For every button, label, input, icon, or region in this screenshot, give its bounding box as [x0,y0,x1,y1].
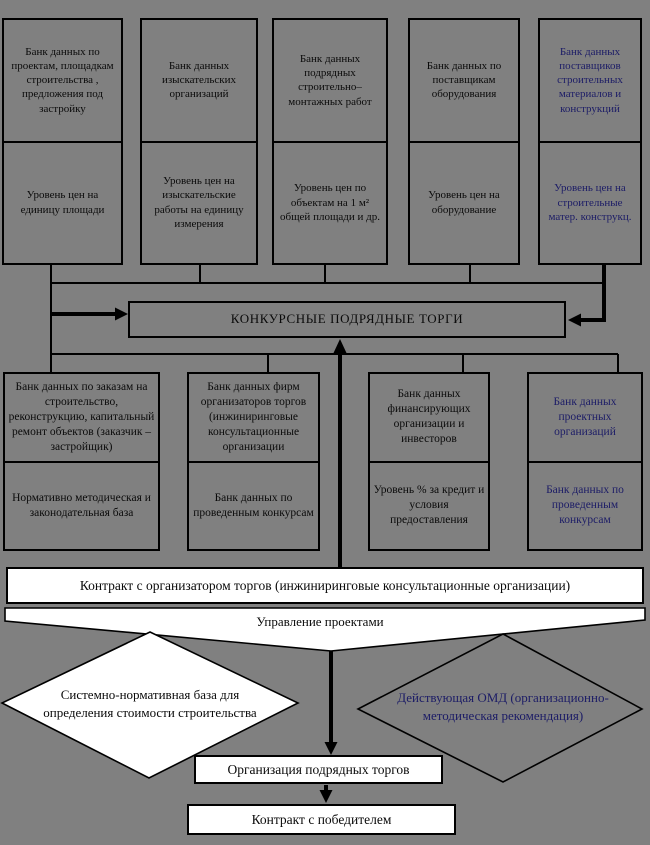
databank-design-orgs-box [527,372,643,551]
organize-tenders-box [194,755,443,784]
databank-equipment-value: Уровень цен на оборудование [428,189,500,216]
right-diamond-label: Действующая ОМД (организационно-методическая рекомендация) [397,690,609,723]
organize-tenders-label: Организация подрядных торгов [227,761,410,777]
databank-design-orgs-title: Банк данных проектных организаций [529,374,641,463]
left-diamond-label: Системно-нормативная база для определения стоимости строительства [43,687,257,720]
databank-materials-box [538,18,642,265]
databank-financing-box [368,372,490,551]
contract-organizer-label: Контракт с организатором торгов (инжиниринговые консультационные организации) [79,577,571,593]
contract-winner-box [187,804,456,835]
databank-equipment-title: Банк данных по поставщикам оборудования [410,20,518,143]
databank-design-orgs-value: Банк данных по проведенным конкурсам [546,484,624,527]
databank-contract-works-box [272,18,388,265]
databank-survey-box [140,18,258,265]
databank-contract-works-title: Банк данных подрядных строительно–монтажных работ [274,20,386,143]
databank-survey-value: Уровень цен на изыскательские работы на единицу измерения [154,175,244,231]
databank-projects-box [2,18,123,265]
databank-organizer-firms-box [187,372,320,551]
databank-orders-box [3,372,160,551]
databank-orders-title: Банк данных по заказам на строительство, реконструкцию, капитальный ремонт объектов (заказчик – застройщик) [5,374,158,463]
databank-organizer-firms-title: Банк данных фирм организаторов торгов (инжиниринговые консультационные организации [189,374,318,463]
competitive-tenders-label: КОНКУРСНЫЕ ПОДРЯДНЫЕ ТОРГИ [230,311,464,327]
databank-survey-title: Банк данных изыскательских организаций [142,20,256,143]
project-management-label: Управление проектами [256,614,384,630]
arrow-down-icon [325,742,338,755]
competitive-tenders-box [128,301,566,338]
databank-orders-value: Нормативно методическая и законодательная база [12,491,151,519]
databank-organizer-firms-value: Банк данных по проведенным конкурсам [193,491,314,519]
databank-projects-value: Уровень цен на единицу площади [20,189,105,216]
databank-projects-title: Банк данных по проектам, площадкам строительства , предложения под застройку [4,20,121,143]
databank-financing-title: Банк данных финансирующих организации и инвесторов [370,374,488,463]
databank-contract-works-value: Уровень цен по объектам на 1 м² общей площади и др. [279,182,381,223]
arrow-up-icon [334,339,347,353]
arrow-down2-icon [320,790,333,803]
contract-winner-label: Контракт с победителем [251,811,392,827]
databank-equipment-box [408,18,520,265]
databank-materials-title: Банк данных поставщиков строительных материалов и конструкций [540,20,640,143]
arrow-left-icon [568,314,581,327]
databank-materials-value: Уровень цен на строительные матер. конструкц. [548,182,632,223]
databank-financing-value: Уровень % за кредит и условия предоставления [373,484,485,527]
contract-organizer-banner [6,567,644,604]
arrow-right-icon [115,308,128,321]
